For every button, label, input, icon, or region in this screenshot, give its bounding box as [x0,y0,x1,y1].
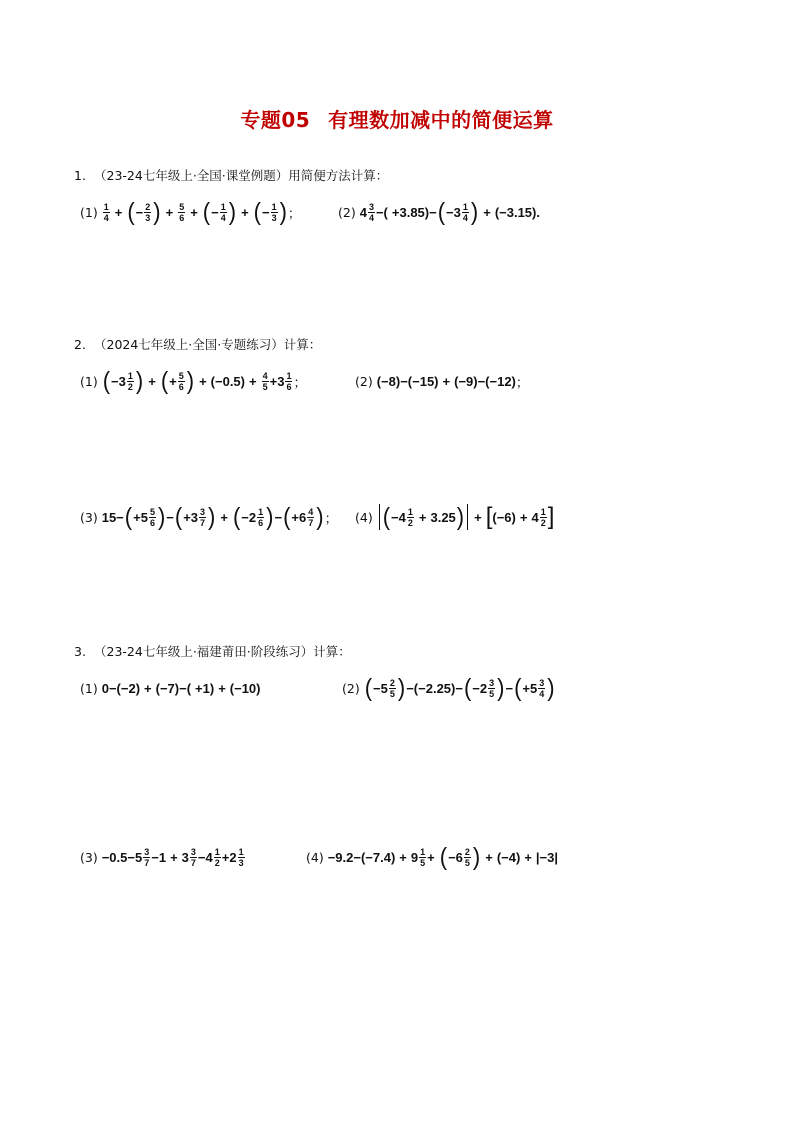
problem-label: (4) [306,849,324,865]
problem-label: (1) [80,373,98,389]
math-expression: ( −4 $\frac{1}{2}$ + 3.25 ) + [ (−6) + 4 $\frac{1}{2}$ ] [377,504,555,530]
math-expression: 4 $\frac{3}{4}$ −( +3.85)− ( −3 $\frac{1}{4}$ ) + (−3.15). [359,197,540,226]
question-text: （23-24七年级上·全国·课堂例题）用简便方法计算： [94,168,389,183]
problem-label: (1) [80,204,98,220]
problem-label: (1) [80,680,98,696]
fraction: $\frac{1}{4}$ [220,201,226,223]
problem-label: (3) [80,509,98,525]
math-expression: ( −3 $\frac{1}{2}$ ) + ( + $\frac{5}{6}$ ) + (−0.5) + $\frac{4}{5}$ +3 $\frac{1}{6}$ ； [102,366,307,395]
problem-label: (4) [355,509,373,525]
math-expression: −0.5−5 $\frac{3}{7}$ −1 + 3 $\frac{3}{7}$ −4 $\frac{1}{2}$ +2 $\frac{1}{3}$ [101,846,244,868]
math-expression: −9.2−(−7.4) + 9 $\frac{1}{5}$ + ( −6 $\frac{2}{5}$ ) + (−4) + |−3| [327,842,559,871]
page-title [0,104,794,133]
question-text: （23-24七年级上·福建莆田·阶段练习）计算： [94,644,351,659]
problem-label: (2) [338,204,356,220]
problem-2-4 [355,500,554,534]
math-expression: ( −5 $\frac{2}{5}$ ) −(−2.25)− ( −2 $\frac{3}{5}$ ) − ( +5 $\frac{3}{4}$ ) [364,673,555,702]
question-number: 3. [74,644,86,659]
problem-label: (2) [342,680,360,696]
problem-3-1 [80,671,261,705]
problem-3-4 [306,840,558,874]
title-text: 有理数加减中的简便运算 [328,108,554,132]
problem-1-1 [80,195,301,229]
math-expression: $\frac{1}{4}$ + ( − $\frac{2}{3}$ ) + $\frac{5}{6}$ + ( − $\frac{1}{4}$ ) + ( − $\frac{1}{3}$ ) ； [103,197,301,226]
math-expression: 15− ( +5 $\frac{5}{6}$ ) − ( +3 $\frac{3}{7}$ ) + ( −2 $\frac{1}{6}$ ) − ( +6 $\frac{4}{7}$ ) ； [101,502,338,531]
problem-3-3 [80,840,246,874]
question-text: （2024七年级上·全国·专题练习）计算： [94,337,322,352]
problem-1-2 [338,195,540,229]
problem-label: (3) [80,849,98,865]
problem-2-2 [355,364,529,398]
question-number: 1. [74,168,86,183]
fraction: $\frac{1}{3}$ [271,201,277,223]
question-3-header [74,642,351,660]
problem-2-1 [80,364,306,398]
question-2-header [74,335,321,353]
question-number: 2. [74,337,86,352]
math-expression: 0−(−2) + (−7)−( +1) + (−10) [101,680,261,696]
math-expression: (−8)−(−15) + (−9)−(−12) ； [376,373,529,390]
problem-label: (2) [355,373,373,389]
problem-2-3 [80,500,338,534]
title-code: 专题05 [240,108,311,132]
fraction: $\frac{1}{4}$ [103,201,109,223]
fraction: $\frac{2}{3}$ [145,201,151,223]
fraction: $\frac{5}{6}$ [179,201,185,223]
question-1-header [74,166,388,184]
problem-3-2 [342,671,556,705]
